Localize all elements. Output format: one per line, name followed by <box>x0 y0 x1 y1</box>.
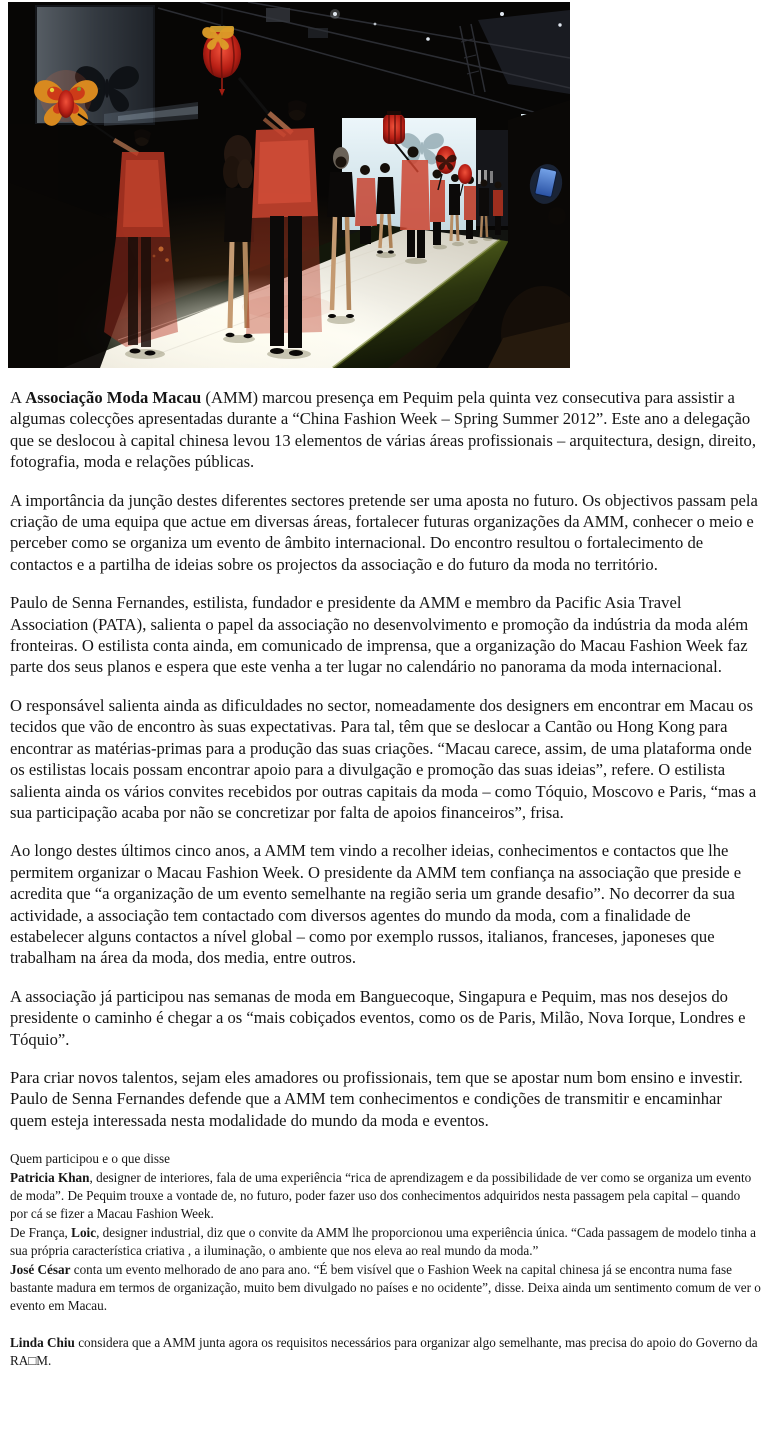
article-paragraph-1: A Associação Moda Macau (AMM) marcou presença em Pequim pela quinta vez consecutiva para assistir a algumas colecções apresentadas durante a “China Fashion Week – Spring Summer 2012”. Este ano a delegação que se deslocou à capital chinesa levou 13 elementos de várias áreas profissionais – arquitectura, design, direito, fotografia, moda e relações públicas. <box>10 388 757 472</box>
article-paragraph-7: Para criar novos talentos, sejam eles amadores ou profissionais, tem que se apostar num bom ensino e investir. Paulo de Senna Fernandes defende que a AMM tem conhecimentos e condições de transmitir e encaminhar quem esteja interessada nesta modalidade do mundo da moda e eventos. <box>10 1067 743 1130</box>
note-paragraph-4: Linda Chiu considera que a AMM junta agora os requisitos necessários para organizar algo semelhante, mas precisa do apoio do Governo da RA□M. <box>10 1334 758 1369</box>
article-paragraph-3: Paulo de Senna Fernandes, estilista, fundador e presidente da AMM e membro da Pacific Asia Travel Association (PATA), salienta o papel da associação no desenvolvimento e promoção da indústria da moda além fronteiras. O estilista conta ainda, em comunicado de imprensa, que a organização do Macau Fashion Week faz parte dos seus planos e espera que este venha a ter lugar no calendário no panorama da moda internacional. <box>10 593 749 677</box>
notes-section <box>0 1148 771 1370</box>
note-paragraph-3: José César conta um evento melhorado de ano para ano. “É bem visível que o Fashion Week na capital chinesa já se encontra numa fase bastante madura em termos de organização, muito bem divulgado no países e no ocidente”, disse. Deixa ainda um sentimento comum de ver o evento em Macau. <box>10 1261 761 1314</box>
article-paragraph-6: A associação já participou nas semanas de moda em Banguecoque, Singapura e Pequim, mas nos desejos do presidente o caminho é chegar a os “mais cobiçados eventos, como os de Paris, Milão, Nova Iorque, Londres e Tóquio”. <box>10 986 746 1049</box>
notes-heading: Quem participou e o que disse <box>10 1151 171 1167</box>
article-paragraph-2: A importância da junção destes diferentes sectores pretende ser uma aposta no futuro. Os objectivos passam pela criação de uma equipa que actue em diversas áreas, fortalecer futuras organizações da AMM, conhecer o meio e perceber como se organiza um evento de âmbito internacional. Do encontro resultou o fortalecimento de contactos e a partilha de ideias sobre os projectos da associação e do futuro da moda no território. <box>10 490 758 574</box>
article-photo <box>0 0 771 368</box>
article-body <box>0 368 771 1131</box>
article-paragraph-5: Ao longo destes últimos cinco anos, a AMM tem vindo a recolher ideias, conhecimentos e contactos que lhe permitem organizar o Macau Fashion Week. O presidente da AMM tem confiança na associação que preside e acredita que “a organização de um evento semelhante na região seria um grande desafio”. No decorrer da sua actividade, a associação tem contactado com diversos agentes do mundo da moda, com a finalidade de estabelecer alguns contactos a nível global – como por exemplo russos, italianos, franceses, japoneses que trabalham na área da moda, dos media, entre outros. <box>10 841 742 968</box>
article-paragraph-4: O responsável salienta ainda as dificuldades no sector, nomeadamente dos designers em encontrar em Macau os tecidos que vão de encontro às suas expectativas. Para tal, têm que se deslocar a Cantão ou Hong Kong para encontrar as matérias-primas para a produção das suas criações. “Macau carece, assim, de uma plataforma onde os estilistas locais possam encontrar apoio para a divulgação e promoção das suas ideias”, refere. O estilista salienta ainda os vários convites recebidos por outras capitais da moda – como Tóquio, Moscovo e Paris, “mas a sua participação acaba por não se concretizar por falta de apoios financeiros”, frisa. <box>10 695 757 822</box>
fashion-show-photo <box>8 2 570 368</box>
notes-body <box>10 1169 761 1371</box>
note-paragraph-2: De França, Loic, designer industrial, diz que o convite da AMM lhe proporcionou uma experiência única. “Cada passagem de modelo tinha a sua própria característica criativa , a iluminação, o ambiente que nos eleva ao real mundo da moda.” <box>10 1224 756 1259</box>
note-paragraph-1: Patricia Khan, designer de interiores, fala de uma experiência “rica de aprendizagem e da possibilidade de ver como se organiza um evento de moda”. De Pequim trouxe a vontade de, no futuro, poder fazer uso dos conhecimentos adquiridos nesta passagem pela capital – quando por cá se fizer a Macau Fashion Week. <box>10 1169 752 1222</box>
